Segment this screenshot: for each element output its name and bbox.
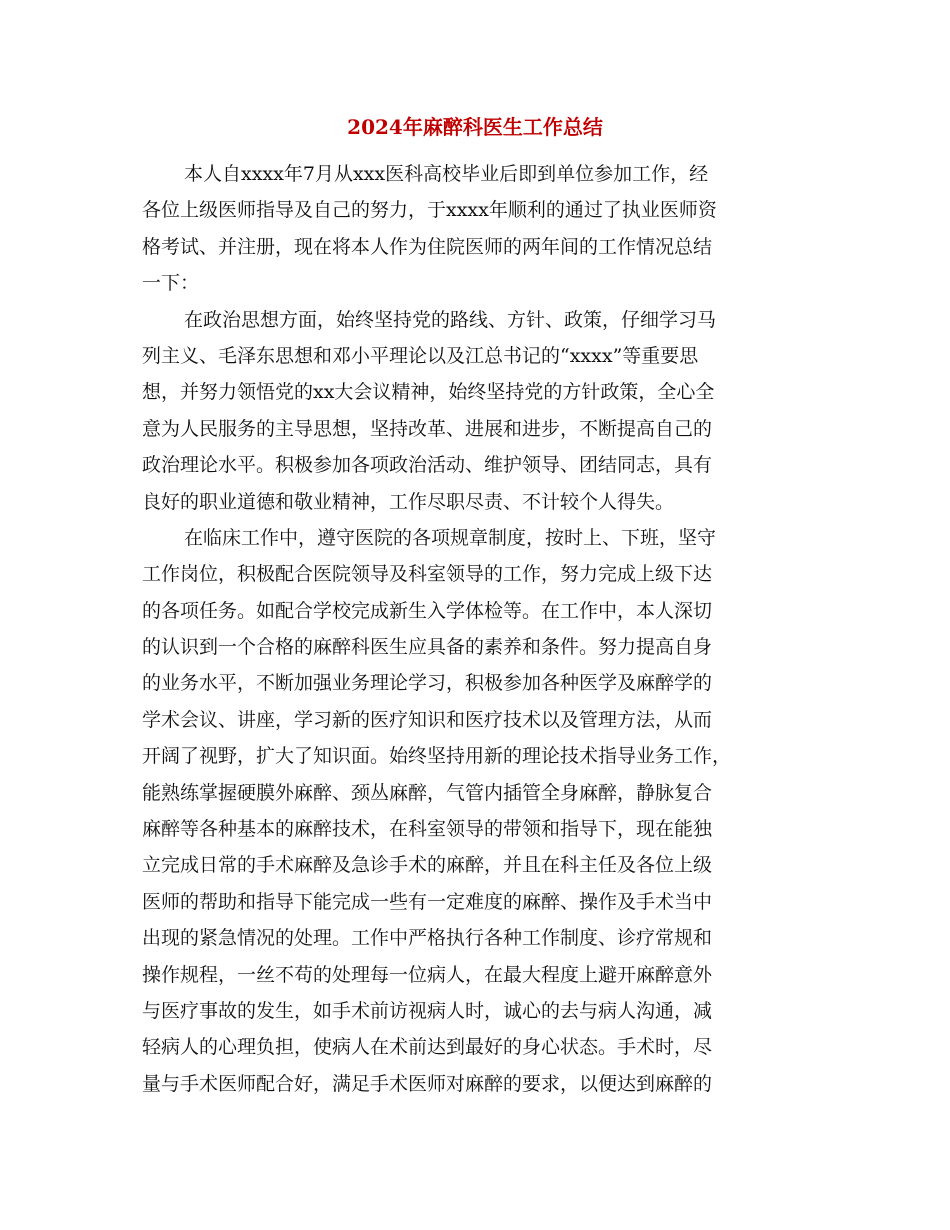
text-line: 医师的帮助和指导下能完成一些有一定难度的麻醉、操作及手术当中	[142, 890, 713, 913]
text-line: 政治理论水平。积极参加各项政治活动、维护领导、团结同志，具有	[142, 454, 713, 477]
text-line: 的业务水平，不断加强业务理论学习，积极参加各种医学及麻醉学的	[142, 672, 713, 695]
text-line: 的各项任务。如配合学校完成新生入学体检等。在工作中，本人深切	[142, 599, 713, 622]
text-line: 立完成日常的手术麻醉及急诊手术的麻醉，并且在科主任及各位上级	[142, 854, 713, 877]
text-line: 各位上级医师指导及自己的努力，于xxxx年顺利的通过了执业医师资	[142, 199, 717, 222]
text-line: 良好的职业道德和敬业精神，工作尽职尽责、不计较个人得失。	[142, 490, 675, 513]
text-line: 出现的紧急情况的处理。工作中严格执行各种工作制度、诊疗常规和	[142, 927, 713, 950]
text-line: 在政治思想方面，始终坚持党的路线、方针、政策，仔细学习马	[184, 308, 717, 331]
text-line: 开阔了视野，扩大了知识面。始终坚持用新的理论技术指导业务工作，	[142, 745, 732, 768]
text-line: 轻病人的心理负担，使病人在术前达到最好的身心状态。手术时，尽	[142, 1036, 713, 1059]
text-line: 本人自xxxx年7月从xxx医科高校毕业后即到单位参加工作，经	[184, 163, 709, 185]
text-line: 与医疗事故的发生，如手术前访视病人时，诚心的去与病人沟通，减	[142, 999, 713, 1022]
text-line: 格考试、并注册，现在将本人作为住院医师的两年间的工作情况总结	[142, 235, 713, 258]
text-line: 量与手术医师配合好，满足手术医师对麻醉的要求，以便达到麻醉的	[142, 1072, 713, 1095]
text-line: 在临床工作中，遵守医院的各项规章制度，按时上、下班，坚守	[184, 526, 717, 549]
text-line: 麻醉等各种基本的麻醉技术，在科室领导的带领和指导下，现在能独	[142, 818, 713, 841]
text-line: 能熟练掌握硬膜外麻醉、颈丛麻醉，气管内插管全身麻醉，静脉复合	[142, 781, 713, 804]
text-line: 工作岗位，积极配合医院领导及科室领导的工作，努力完成上级下达	[142, 563, 713, 586]
document-body	[142, 156, 802, 1102]
document-title: 2024年麻醉科医生工作总结	[347, 115, 603, 139]
text-line: 想，并努力领悟党的xx大会议精神，始终坚持党的方针政策，全心全	[142, 381, 715, 404]
text-line: 学术会议、讲座，学习新的医疗知识和医疗技术以及管理方法，从而	[142, 708, 713, 731]
text-line: 意为人民服务的主导思想，坚持改革、进展和进步，不断提高自己的	[142, 417, 713, 440]
text-line: 操作规程，一丝不苟的处理每一位病人，在最大程度上避开麻醉意外	[142, 963, 713, 986]
text-line: 一下：	[142, 272, 200, 295]
text-line: 列主义、毛泽东思想和邓小平理论以及江总书记的“xxxx”等重要思	[142, 344, 699, 367]
text-line: 的认识到一个合格的麻醉科医生应具备的素养和条件。努力提高自身	[142, 636, 713, 659]
